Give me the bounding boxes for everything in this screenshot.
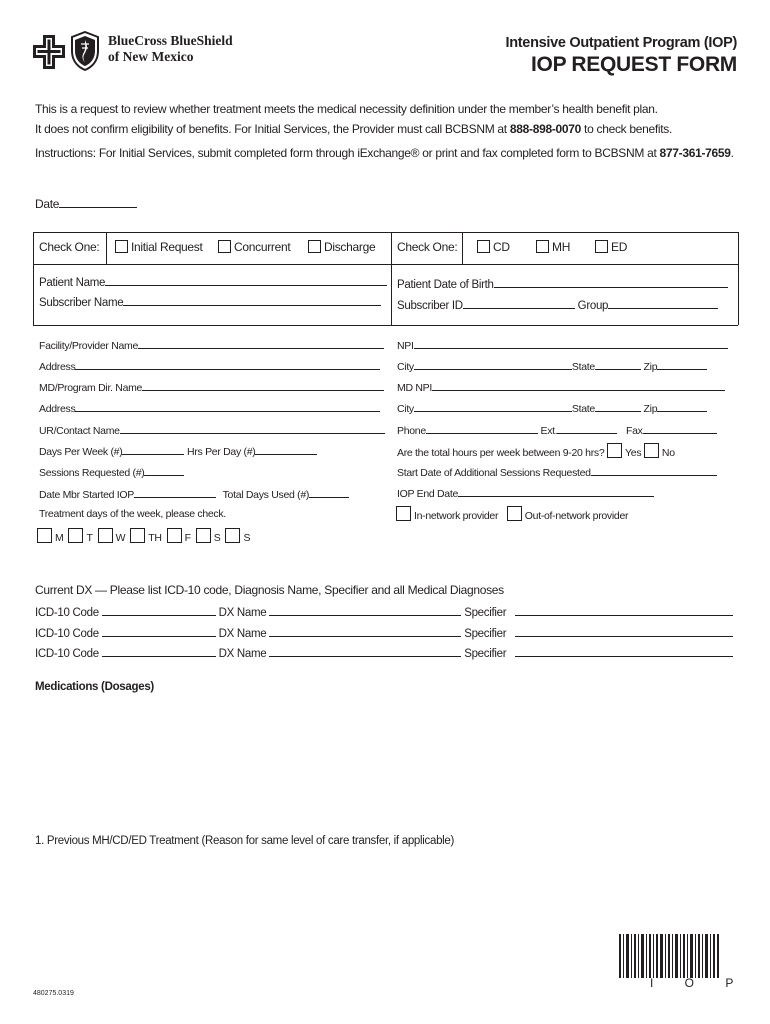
discharge-option[interactable] (308, 240, 375, 254)
icd-row-1 (35, 604, 733, 619)
treatment-days-label: Treatment days of the week, please check. (39, 508, 226, 520)
md-program-field[interactable] (39, 379, 384, 394)
days-per-week-label: Days Per Week (#) (39, 446, 123, 458)
group-label: Group (577, 300, 609, 312)
total-hours-row (397, 443, 675, 459)
npi-field[interactable] (397, 337, 728, 352)
concurrent-label: Concurrent (234, 240, 291, 254)
previous-treatment-label: 1. Previous MH/CD/ED Treatment (Reason for same level of care transfer, if applicable) (35, 835, 455, 847)
icd-row-3 (35, 645, 733, 660)
fax-input[interactable] (643, 422, 717, 434)
state-2-label: State (571, 403, 595, 415)
date-started-row (39, 486, 349, 501)
address-2-field[interactable] (39, 400, 380, 415)
zip-1-input[interactable] (657, 358, 707, 370)
state-2-input[interactable] (595, 400, 641, 412)
ext-input[interactable] (557, 422, 617, 434)
medications-area[interactable] (35, 700, 735, 820)
instructions-a: Instructions: For Initial Services, submit completed form through iExchange® or print and fax completed form to BCBSNM at (35, 146, 660, 160)
day-wednesday-label: W (115, 532, 126, 544)
no-label: No (661, 447, 675, 459)
initial-request-option[interactable] (115, 240, 203, 254)
spec-input-3[interactable] (515, 645, 733, 657)
start-additional-label: Start Date of Additional Sessions Requested (397, 467, 591, 479)
blue-shield-icon (70, 31, 100, 71)
barcode (619, 934, 719, 978)
dx-label-3: DX Name (218, 648, 267, 660)
day-thursday[interactable] (130, 528, 161, 544)
dx-input-3[interactable] (269, 645, 461, 657)
date-started-label: Date Mbr Started IOP (39, 489, 134, 501)
zip-2-label: Zip (643, 403, 658, 415)
md-program-label: MD/Program Dir. Name (39, 382, 143, 394)
city-2-input[interactable] (414, 400, 572, 412)
out-network-checkbox[interactable] (507, 506, 522, 521)
day-thursday-checkbox[interactable] (130, 528, 145, 543)
total-hours-question: Are the total hours per week between 9-20 hrs? (397, 447, 605, 459)
day-saturday-checkbox[interactable] (196, 528, 211, 543)
zip-2-input[interactable] (657, 400, 707, 412)
ed-label: ED (611, 240, 628, 254)
icd-label-3: ICD-10 Code (35, 648, 99, 660)
form-title: IOP REQUEST FORM (531, 53, 737, 76)
phone-input[interactable] (426, 422, 538, 434)
day-friday[interactable] (167, 528, 191, 544)
day-wednesday-checkbox[interactable] (98, 528, 113, 543)
cd-option[interactable] (477, 240, 510, 254)
barcode-text: I O P (650, 976, 748, 990)
phone-label: Phone (397, 425, 426, 437)
city-1-label: City (397, 361, 414, 373)
in-network-label: In-network provider (414, 510, 499, 522)
intro-line-1: This is a request to review whether treatment meets the medical necessity definition under the member’s health benefit plan. (35, 102, 658, 116)
icd-label-1: ICD-10 Code (35, 607, 99, 619)
spec-label-1: Specifier (464, 607, 507, 619)
facility-name-field[interactable] (39, 337, 384, 352)
spec-input-1[interactable] (515, 604, 733, 616)
instructions-line (35, 146, 734, 160)
day-sunday-checkbox[interactable] (225, 528, 240, 543)
date-started-input[interactable] (134, 486, 216, 498)
address-1-field[interactable] (39, 358, 380, 373)
spec-label-3: Specifier (464, 648, 507, 660)
ext-label: Ext. (540, 425, 558, 437)
out-network-label: Out-of-network provider (524, 510, 629, 522)
logo-line-2: of New Mexico (108, 49, 194, 64)
ed-checkbox[interactable] (595, 240, 608, 253)
day-tuesday-checkbox[interactable] (68, 528, 83, 543)
days-per-week-input[interactable] (122, 443, 184, 455)
day-monday-checkbox[interactable] (37, 528, 52, 543)
sessions-requested-label: Sessions Requested (#) (39, 467, 145, 479)
cd-label: CD (493, 240, 510, 254)
network-row (396, 506, 628, 522)
day-friday-checkbox[interactable] (167, 528, 182, 543)
icd-input-1[interactable] (102, 604, 216, 616)
previous-treatment-area[interactable] (35, 855, 595, 975)
diagnosis-heading: Current DX — Please list ICD-10 code, Diagnosis Name, Specifier and all Medical Diagnoses (35, 583, 504, 597)
mh-label: MH (552, 240, 571, 254)
city-state-zip-1 (397, 358, 707, 373)
concurrent-option[interactable] (218, 240, 290, 254)
cd-checkbox[interactable] (477, 240, 490, 253)
check-one-left-label: Check One: (39, 240, 100, 254)
day-sunday-label: S (243, 532, 251, 544)
day-sunday[interactable] (225, 528, 250, 544)
subscriber-id-field[interactable] (397, 297, 718, 312)
logo-line-1: BlueCross BlueShield (108, 33, 233, 48)
dx-input-2[interactable] (269, 625, 461, 637)
dx-input-1[interactable] (269, 604, 461, 616)
state-1-label: State (571, 361, 595, 373)
in-network-checkbox[interactable] (396, 506, 411, 521)
discharge-label: Discharge (324, 240, 376, 254)
address-2-label: Address (39, 403, 76, 415)
day-monday[interactable] (37, 528, 63, 544)
ur-contact-field[interactable] (39, 422, 385, 437)
day-thursday-label: TH (148, 532, 162, 544)
patient-name-label: Patient Name (39, 277, 106, 289)
hrs-per-day-label: Hrs Per Day (#) (187, 446, 256, 458)
intro-line-2b: to check benefits. (581, 122, 673, 136)
concurrent-checkbox[interactable] (218, 240, 231, 253)
npi-label: NPI (397, 340, 414, 352)
day-saturday-label: S (213, 532, 221, 544)
days-hrs-row (39, 443, 317, 458)
day-monday-label: M (55, 532, 64, 544)
day-tuesday[interactable] (68, 528, 92, 544)
start-additional-field[interactable] (397, 464, 717, 479)
discharge-checkbox[interactable] (308, 240, 321, 253)
phone-row (397, 422, 717, 437)
hrs-per-day-input[interactable] (255, 443, 317, 455)
medications-label: Medications (Dosages) (35, 681, 154, 693)
zip-1-label: Zip (643, 361, 658, 373)
bcbsnm-fax: 877-361-7659 (659, 146, 731, 160)
iop-end-field[interactable] (397, 485, 654, 500)
mh-option[interactable] (536, 240, 570, 254)
subscriber-name-field[interactable] (39, 294, 381, 309)
barcode-icon (619, 934, 719, 978)
day-saturday[interactable] (196, 528, 221, 544)
city-state-zip-2 (397, 400, 707, 415)
patient-name-field[interactable] (39, 274, 387, 289)
state-1-input[interactable] (595, 358, 641, 370)
instructions-b: . (730, 146, 734, 160)
spec-label-2: Specifier (464, 628, 507, 640)
subscriber-id-label: Subscriber ID (397, 300, 463, 312)
intro-line-2 (35, 122, 672, 136)
md-npi-field[interactable] (397, 379, 725, 394)
total-days-label: Total Days Used (#) (222, 489, 310, 501)
iop-end-label: IOP End Date (397, 488, 458, 500)
treatment-days-row (37, 528, 250, 544)
city-2-label: City (397, 403, 414, 415)
date-field[interactable] (35, 196, 137, 211)
yes-label: Yes (625, 447, 642, 459)
intro-line-2a: It does not confirm eligibility of benefits. For Initial Services, the Provider must call BCBSNM at (35, 122, 510, 136)
blue-cross-icon (33, 33, 65, 71)
sessions-requested-field[interactable] (39, 464, 184, 479)
date-label: Date (35, 197, 60, 211)
initial-request-checkbox[interactable] (115, 240, 128, 253)
dx-label-2: DX Name (218, 628, 267, 640)
city-1-input[interactable] (414, 358, 572, 370)
program-title: Intensive Outpatient Program (IOP) (505, 35, 737, 51)
dob-label: Patient Date of Birth (397, 279, 494, 291)
ur-contact-label: UR/Contact Name (39, 425, 120, 437)
day-friday-label: F (184, 532, 191, 544)
day-wednesday[interactable] (98, 528, 126, 544)
dx-label-1: DX Name (218, 607, 267, 619)
check-one-right-label: Check One: (397, 240, 458, 254)
icd-row-2 (35, 625, 733, 640)
dob-field[interactable] (397, 276, 728, 291)
form-code: 480275.0319 (33, 990, 74, 997)
bcbsnm-phone: 888-898-0070 (509, 122, 582, 136)
bcbs-logo (33, 31, 103, 73)
total-days-input[interactable] (309, 486, 349, 498)
initial-request-label: Initial Request (131, 240, 203, 254)
fax-label: Fax (626, 425, 643, 437)
no-checkbox[interactable] (644, 443, 659, 458)
spec-input-2[interactable] (515, 625, 733, 637)
ed-option[interactable] (595, 240, 627, 254)
icd-input-2[interactable] (102, 625, 216, 637)
mh-checkbox[interactable] (536, 240, 549, 253)
subscriber-name-label: Subscriber Name (39, 297, 124, 309)
facility-name-label: Facility/Provider Name (39, 340, 139, 352)
icd-input-3[interactable] (102, 645, 216, 657)
address-1-label: Address (39, 361, 76, 373)
yes-checkbox[interactable] (607, 443, 622, 458)
day-tuesday-label: T (86, 532, 93, 544)
icd-label-2: ICD-10 Code (35, 628, 99, 640)
md-npi-label: MD NPI (397, 382, 432, 394)
